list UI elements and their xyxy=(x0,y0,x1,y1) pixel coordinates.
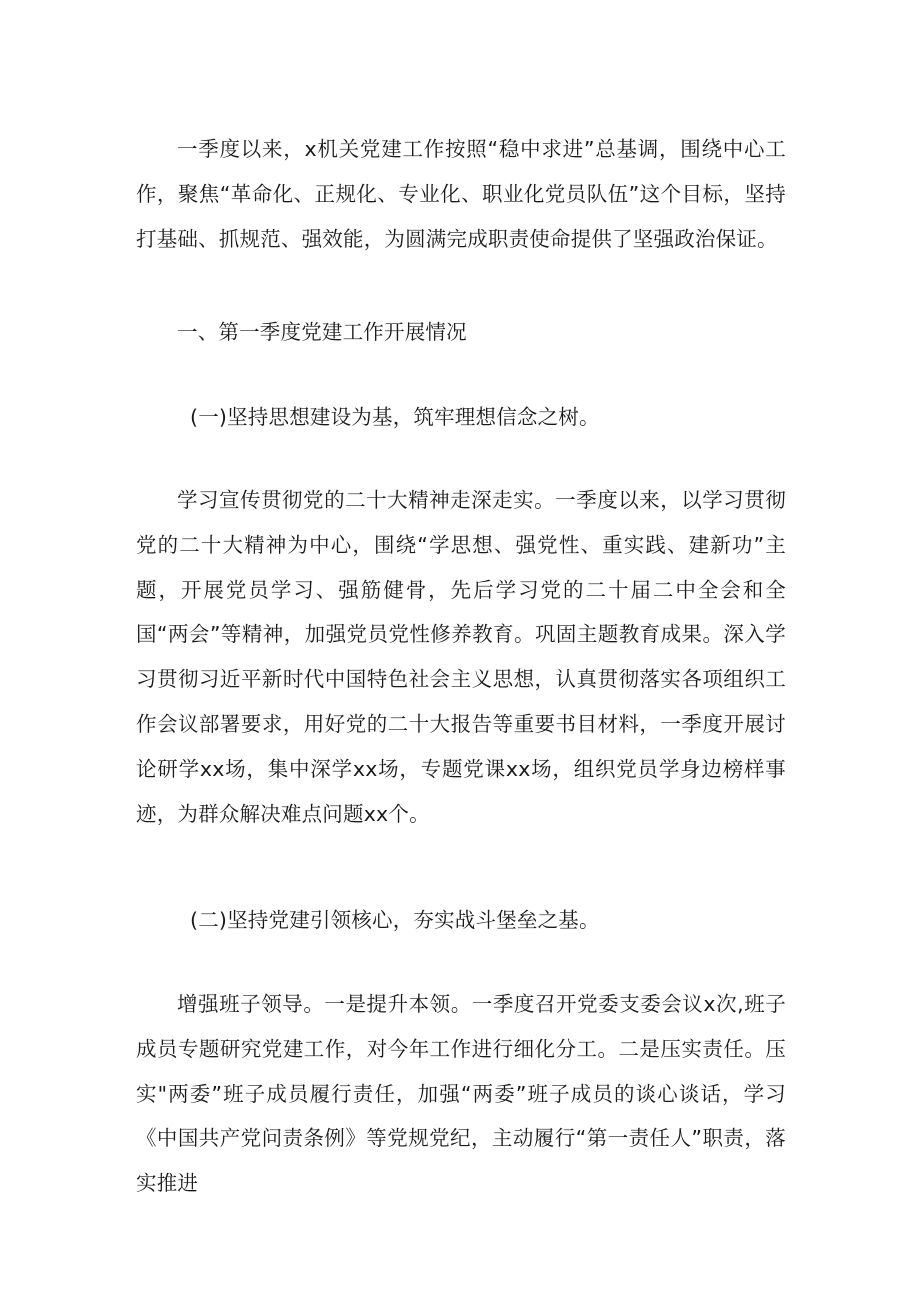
subsection-2-paragraph: 增强班子领导。一是提升本领。一季度召开党委支委会议x次,班子成员专题研究党建工作，对今年工作进行细化分工。二是压实责任。压实"两委”班子成员履行责任，加强“两委”班子成员的谈心谈话，学习《中国共产党问责条例》等党规党纪，主动履行“第一责任人”职责，落实推进 xyxy=(136,992,786,1196)
intro-paragraph: 一季度以来，x机关党建工作按照“稳中求进”总基调，围绕中心工作，聚焦“革命化、正规化、专业化、职业化党员队伍”这个目标，坚持打基础、抓规范、强效能，为圆满完成职责使命提供了坚强政治保证。 xyxy=(136,137,786,251)
subsection-1-paragraph: 学习宣传贯彻党的二十大精神走深走实。一季度以来，以学习贯彻党的二十大精神为中心，围绕“学思想、强党性、重实践、建新功”主题，开展党员学习、强筋健骨，先后学习党的二十届二中全会和全国“两会”等精神，加强党员党性修养教育。巩固主题教育成果。深入学习贯彻习近平新时代中国特色社会主义思想，认真贯彻落实各项组织工作会议部署要求，用好党的二十大报告等重要书目材料，一季度开展讨论研学xx场，集中深学xx场，专题党课xx场，组织党员学身边榜样事迹，为群众解决难点问题xx个。 xyxy=(136,488,786,826)
section-heading: 一、第一季度党建工作开展情况 xyxy=(177,320,467,344)
subsection-heading-2: (二)坚持党建引领核心，夯实战斗堡垒之基。 xyxy=(190,908,600,932)
subsection-heading-1: (一)坚持思想建设为基，筑牢理想信念之树。 xyxy=(190,405,600,429)
